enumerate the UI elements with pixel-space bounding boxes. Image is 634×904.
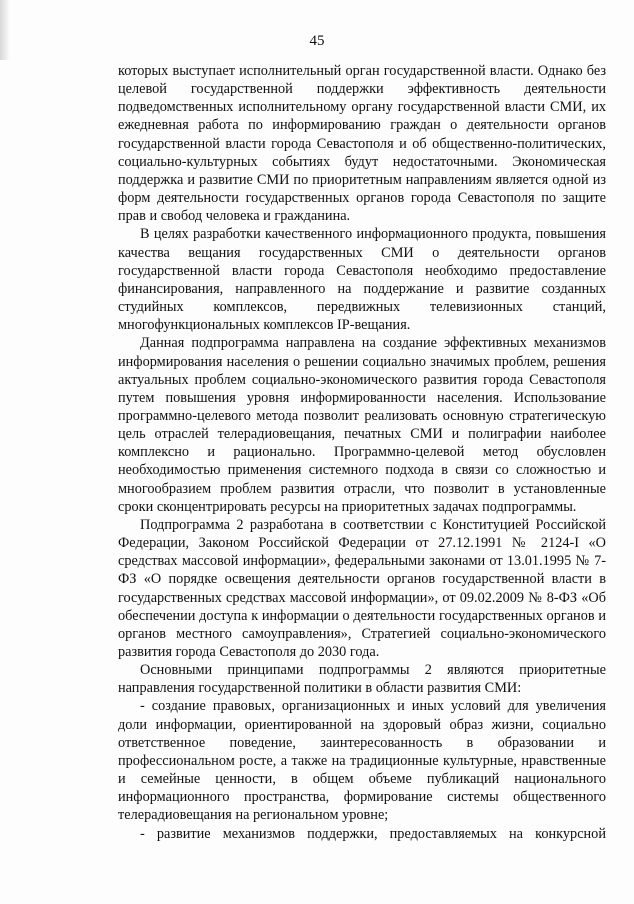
paragraph-5: Основными принципами подпрограммы 2 являются приоритетные направления государственной политики в области развития СМИ: <box>118 662 606 697</box>
scan-edge-shadow <box>0 0 10 60</box>
paragraph-1: которых выступает исполнительный орган государственной власти. Однако без целевой государственной поддержки эффективность деятельности подведомственных исполнительному органу государственной власти СМИ, их ежедневная работа по информированию граждан о деятельности органов государственной власти города Севастополя и об общественно-политических, социально-культурных событиях будут недостаточными. Экономическая поддержка и развитие СМИ по приоритетным направлениям является одной из форм деятельности государственных органов города Севастополя по защите прав и свобод человека и гражданина. <box>118 63 606 225</box>
page-number: 45 <box>309 33 325 49</box>
list-item-1: - создание правовых, организационных и иных условий для увеличения доли информации, ориентированной на здоровый образ жизни, социально ответственное поведение, заинтересованность в образовании и профессиональном росте, а также на традиционные культурные, нравственные и семейные ценности, в общем объеме публикаций национального информационного пространства, формирование системы общественного телерадиовещания на региональном уровне; <box>118 698 606 824</box>
paragraph-3: Данная подпрограмма направлена на создание эффективных механизмов информирования населения о решении социально значимых проблем, решения актуальных проблем социально-экономического развития города Севастополя путем повышения уровня информированности населения. Использование программно-целевого метода позволит реализовать основную стратегическую цель отраслей телерадиовещания, печатных СМИ и полиграфии наиболее комплексно и рационально. Программно-целевой метод обусловлен необходимостью применения системного подхода в связи со сложностью и многообразием проблем развития отрасли, что позволит в установленные сроки сконцентрировать ресурсы на приоритетных задачах подпрограммы. <box>118 335 606 515</box>
paragraph-2: В целях разработки качественного информационного продукта, повышения качества вещания государственных СМИ о деятельности органов государственной власти города Севастополя необходимо предоставление финансирования, направленного на поддержание и развитие созданных студийных комплексов, передвижных телевизионных станций, многофункциональных комплексов IP-вещания. <box>118 226 606 334</box>
body-text <box>118 62 606 843</box>
list-item-2: - развитие механизмов поддержки, предоставляемых на конкурсной <box>140 825 606 842</box>
paragraph-4: Подпрограмма 2 разработана в соответствии с Конституцией Российской Федерации, Законом Российской Федерации от 27.12.1991 № 2124-I «О средствах массовой информации», федеральными законами от 13.01.1995 № 7-ФЗ «О порядке освещения деятельности органов государственной власти в государственных средствах массовой информации», от 09.02.2009 № 8-ФЗ «Об обеспечении доступа к информации о деятельности государственных органов и органов местного самоуправления», Стратегией социально-экономического развития города Севастополя до 2030 года. <box>118 516 606 660</box>
